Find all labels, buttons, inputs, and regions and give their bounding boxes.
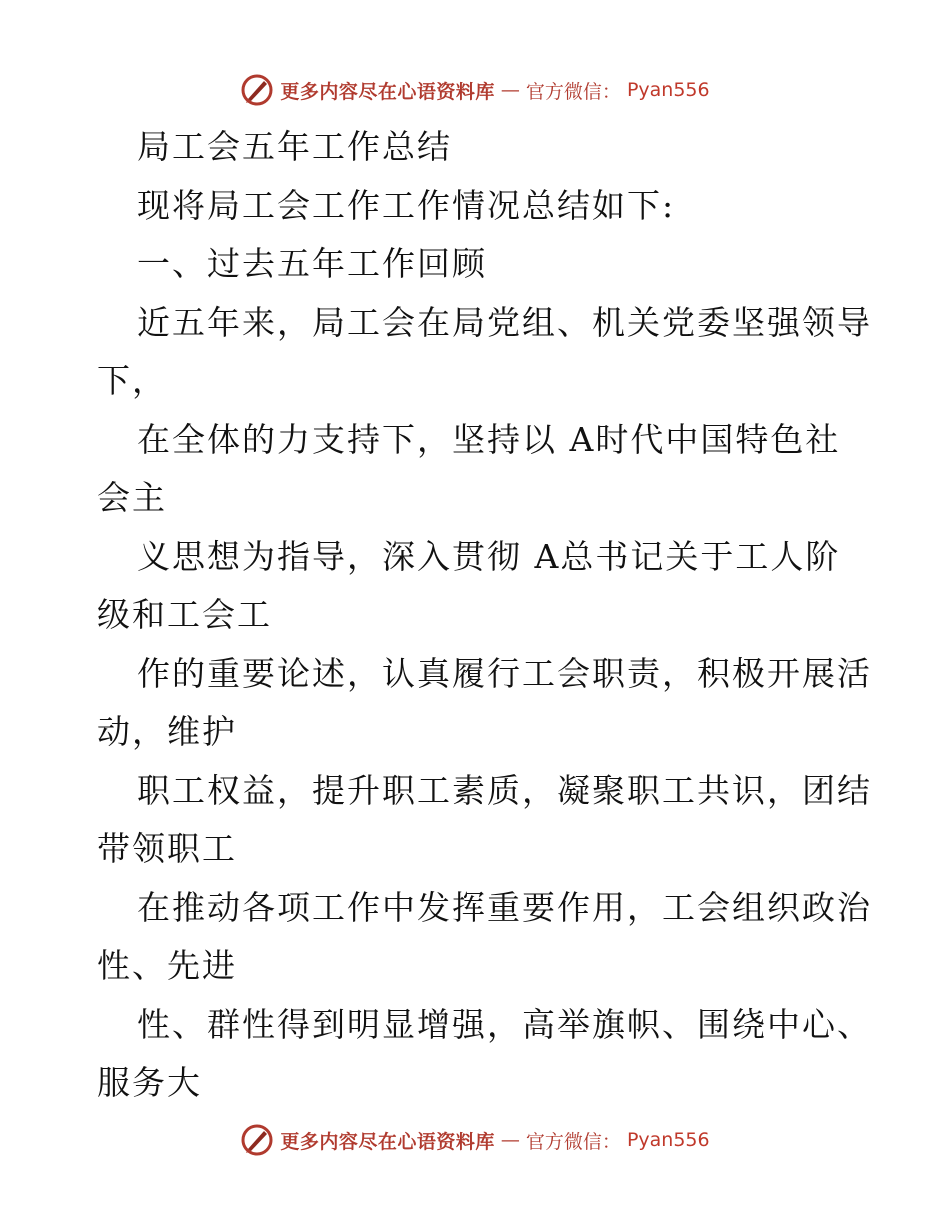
watermark-site-text: 更多内容尽在心语资料库 [280, 1130, 495, 1153]
watermark-dash: — [500, 79, 520, 101]
footer-watermark [0, 1120, 950, 1160]
watermark-official-label: 官方微信： [525, 1130, 621, 1153]
pen-logo-icon [240, 73, 274, 107]
document-line: 作的重要论述，认真履行工会职责，积极开展活 [137, 653, 872, 693]
document-line: 义思想为指导，深入贯彻 A总书记关于工人阶 [137, 536, 841, 576]
watermark-official-label: 官方微信： [525, 80, 621, 103]
watermark-wechat-id: Pyan556 [626, 1129, 710, 1151]
header-watermark [0, 70, 950, 110]
document-line: 在推动各项工作中发挥重要作用，工会组织政治 [137, 887, 872, 927]
document-line: 性、先进 [97, 946, 237, 985]
document-line: 服务大 [97, 1063, 202, 1102]
section-heading: 一、过去五年工作回顾 [137, 244, 487, 283]
document-line: 近五年来，局工会在局党组、机关党委坚强领导 [137, 302, 872, 342]
document-line: 动，维护 [97, 712, 237, 751]
watermark-site-text: 更多内容尽在心语资料库 [280, 80, 495, 103]
document-line: 级和工会工 [97, 595, 272, 634]
document-line: 下， [97, 361, 167, 400]
document-title: 局工会五年工作总结 [137, 127, 452, 166]
document-line: 会主 [97, 478, 167, 517]
document-line: 在全体的力支持下，坚持以 A时代中国特色社 [137, 419, 841, 459]
watermark-wechat-id: Pyan556 [626, 79, 710, 101]
document-line: 现将局工会工作工作情况总结如下: [137, 185, 676, 225]
document-line: 职工权益，提升职工素质，凝聚职工共识，团结 [137, 770, 872, 810]
pen-logo-icon [240, 1123, 274, 1157]
document-line: 性、群性得到明显增强，高举旗帜、围绕中心、 [137, 1004, 872, 1044]
document-body [97, 118, 872, 1113]
watermark-dash: — [500, 1129, 520, 1151]
document-line: 带领职工 [97, 829, 237, 868]
